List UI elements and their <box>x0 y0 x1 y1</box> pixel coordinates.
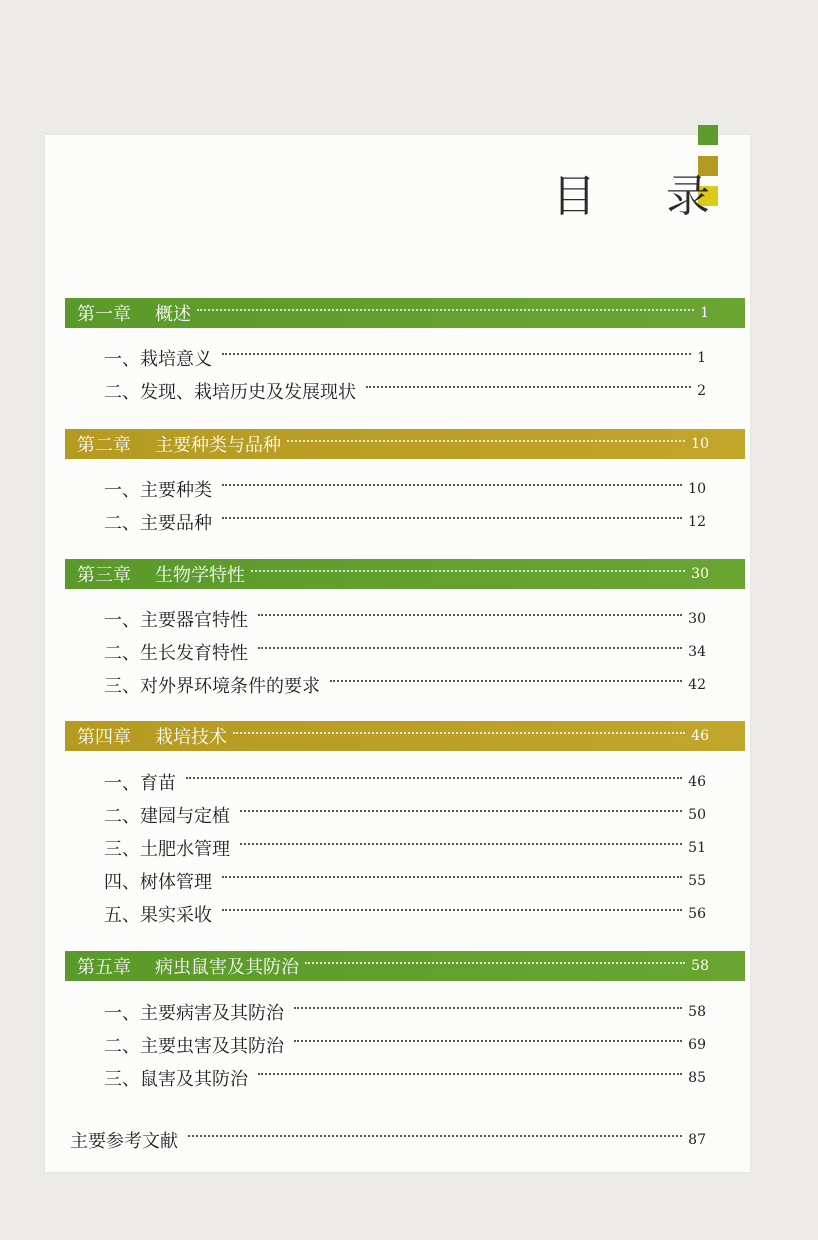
section-page: 69 <box>688 1037 706 1053</box>
leader-dots <box>305 962 685 964</box>
section-label: 二、生长发育特性 <box>104 643 248 664</box>
chapter-page: 10 <box>691 436 709 452</box>
section-row[interactable] <box>104 768 706 796</box>
leader-dots <box>240 810 682 812</box>
leader-dots <box>197 309 694 311</box>
toc-heading: 目 录 <box>552 171 738 222</box>
references-label: 主要参考文献 <box>70 1131 178 1152</box>
section-page: 34 <box>688 644 706 660</box>
leader-dots <box>258 614 682 616</box>
section-row[interactable] <box>104 900 706 928</box>
chapter-title: 主要种类与品种 <box>155 435 281 456</box>
section-label: 一、主要器官特性 <box>104 610 248 631</box>
section-row[interactable] <box>104 834 706 862</box>
chapter-number: 第二章 <box>77 435 131 456</box>
chapter-5-bar[interactable] <box>65 951 745 981</box>
section-page: 10 <box>688 481 706 497</box>
chapter-3-bar[interactable] <box>65 559 745 589</box>
section-label: 四、树体管理 <box>104 872 212 893</box>
section-page: 1 <box>697 350 706 366</box>
references-page: 87 <box>688 1132 706 1148</box>
section-label: 三、对外界环境条件的要求 <box>104 676 320 697</box>
section-page: 12 <box>688 514 706 530</box>
green-square-decoration <box>698 125 718 145</box>
leader-dots <box>251 570 685 572</box>
section-page: 58 <box>688 1004 706 1020</box>
chapter-number: 第三章 <box>77 565 131 586</box>
leader-dots <box>366 386 691 388</box>
chapter-page: 46 <box>691 728 709 744</box>
section-label: 一、主要种类 <box>104 480 212 501</box>
section-label: 一、主要病害及其防治 <box>104 1003 284 1024</box>
leader-dots <box>222 517 682 519</box>
leader-dots <box>258 1073 682 1075</box>
chapter-page: 58 <box>691 958 709 974</box>
section-row[interactable] <box>104 801 706 829</box>
section-row[interactable] <box>104 377 706 405</box>
chapter-title: 概述 <box>155 304 191 325</box>
section-label: 五、果实采收 <box>104 905 212 926</box>
section-row[interactable] <box>104 344 706 372</box>
chapter-4-bar[interactable] <box>65 721 745 751</box>
section-page: 30 <box>688 611 706 627</box>
section-label: 二、主要虫害及其防治 <box>104 1036 284 1057</box>
chapter-title: 病虫鼠害及其防治 <box>155 957 299 978</box>
chapter-number: 第一章 <box>77 304 131 325</box>
section-row[interactable] <box>104 1064 706 1092</box>
section-row[interactable] <box>104 671 706 699</box>
section-label: 二、发现、栽培历史及发展现状 <box>104 382 356 403</box>
section-page: 50 <box>688 807 706 823</box>
section-page: 42 <box>688 677 706 693</box>
leader-dots <box>294 1040 682 1042</box>
section-row[interactable] <box>104 638 706 666</box>
section-label: 三、土肥水管理 <box>104 839 230 860</box>
chapter-2-bar[interactable] <box>65 429 745 459</box>
leader-dots <box>287 440 685 442</box>
section-page: 56 <box>688 906 706 922</box>
section-label: 二、主要品种 <box>104 513 212 534</box>
chapter-page: 30 <box>691 566 709 582</box>
section-row[interactable] <box>104 475 706 503</box>
chapter-page: 1 <box>700 305 709 321</box>
chapter-number: 第五章 <box>77 957 131 978</box>
section-row[interactable] <box>104 605 706 633</box>
chapter-title: 栽培技术 <box>155 727 227 748</box>
section-page: 46 <box>688 774 706 790</box>
section-row[interactable] <box>104 867 706 895</box>
section-label: 一、育苗 <box>104 773 176 794</box>
section-row[interactable] <box>104 508 706 536</box>
references-row[interactable] <box>70 1126 706 1154</box>
section-page: 2 <box>697 383 706 399</box>
section-row[interactable] <box>104 1031 706 1059</box>
leader-dots <box>294 1007 682 1009</box>
leader-dots <box>258 647 682 649</box>
leader-dots <box>222 876 682 878</box>
leader-dots <box>186 777 682 779</box>
leader-dots <box>222 909 682 911</box>
section-page: 85 <box>688 1070 706 1086</box>
chapter-number: 第四章 <box>77 727 131 748</box>
section-label: 三、鼠害及其防治 <box>104 1069 248 1090</box>
section-row[interactable] <box>104 998 706 1026</box>
leader-dots <box>240 843 682 845</box>
section-label: 二、建园与定植 <box>104 806 230 827</box>
leader-dots <box>222 353 691 355</box>
chapter-title: 生物学特性 <box>155 565 245 586</box>
chapter-1-bar[interactable] <box>65 298 745 328</box>
leader-dots <box>188 1135 682 1137</box>
leader-dots <box>222 484 682 486</box>
leader-dots <box>233 732 685 734</box>
section-label: 一、栽培意义 <box>104 349 212 370</box>
section-page: 55 <box>688 873 706 889</box>
leader-dots <box>330 680 682 682</box>
section-page: 51 <box>688 840 706 856</box>
